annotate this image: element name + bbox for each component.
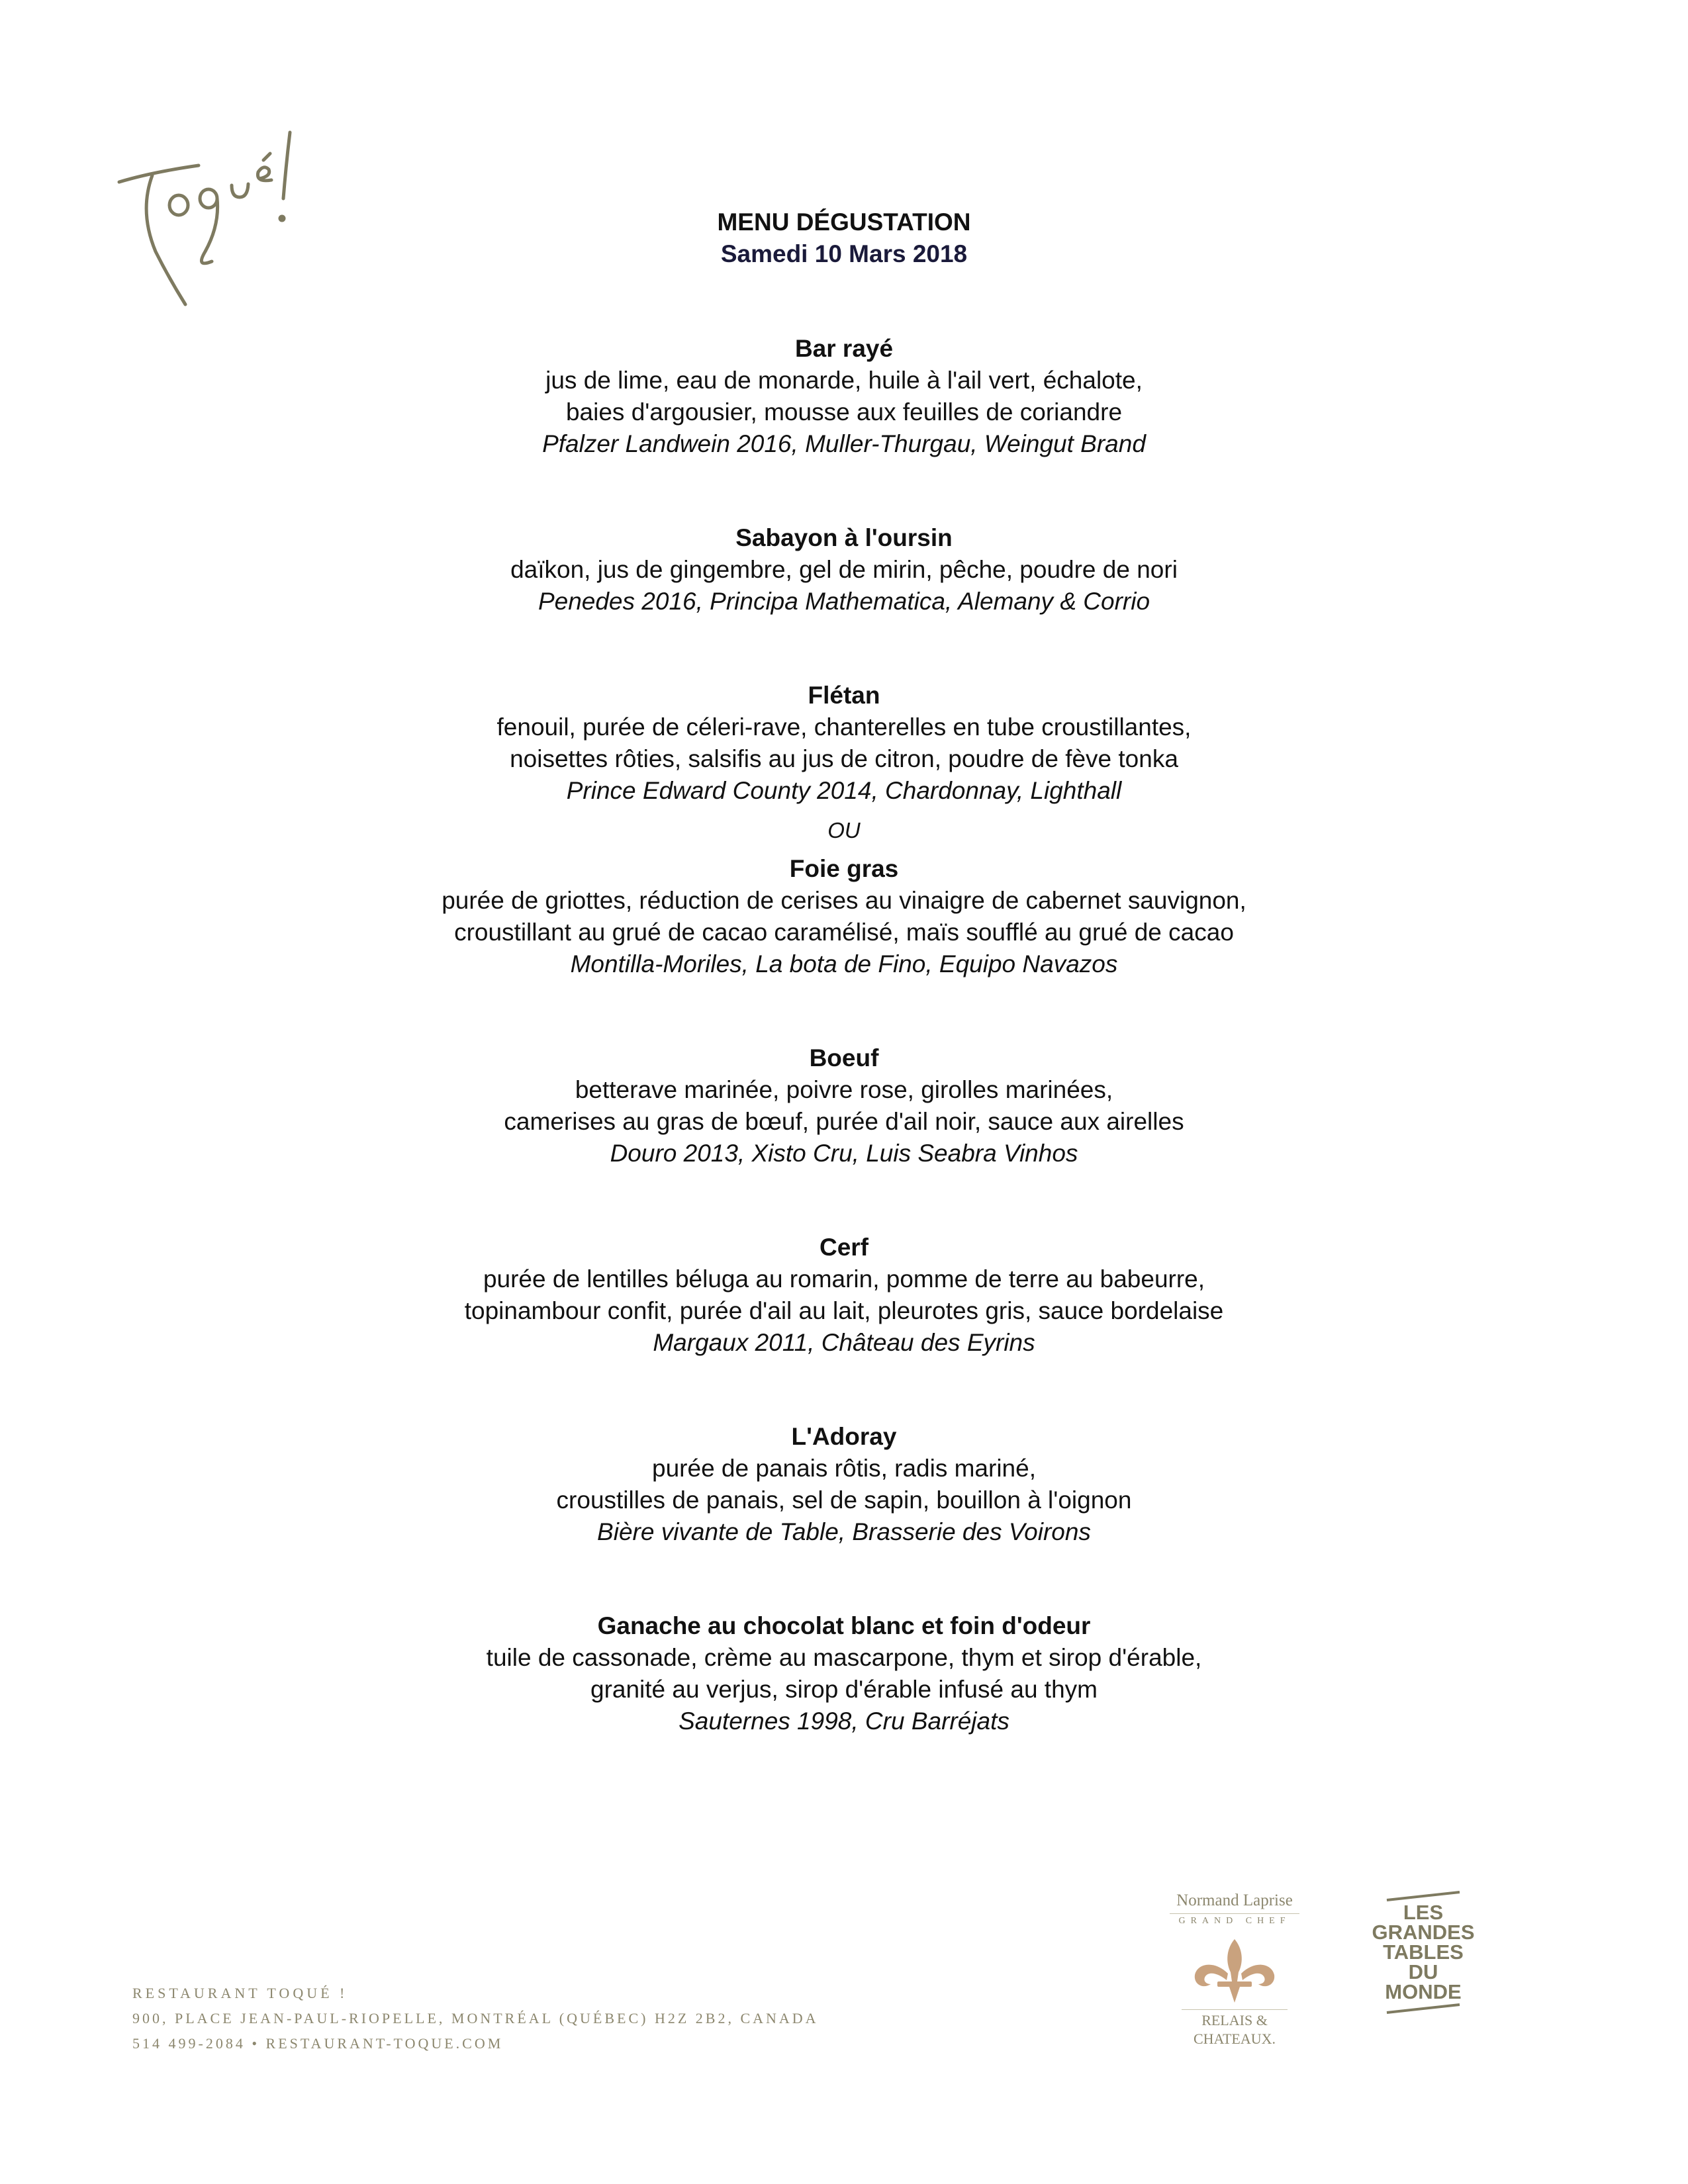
course-description: purée de lentilles béluga au romarin, pomme de terre au babeurre, [483,1265,1205,1293]
badge-divider [1182,2009,1288,2010]
relais-line-2: CHATEAUX. [1193,2030,1276,2047]
wine-pairing: Montilla-Moriles, La bota de Fino, Equipo Navazos [570,950,1118,978]
chef-title: GRAND CHEF [1170,1913,1299,1929]
street-address: 900, PLACE JEAN-PAUL-RIOPELLE, MONTRÉAL (QUÉBEC) H2Z 2B2, CANADA [132,2010,819,2026]
course-sabayon [0,522,1688,617]
wine-pairing: Prince Edward County 2014, Chardonnay, Lighthall [566,777,1122,804]
fleur-de-lis-icon [1188,1934,1281,2007]
course-name: L'Adoray [791,1423,897,1450]
footer-address [132,1981,819,2056]
course-boeuf [0,1042,1688,1169]
course-description: croustillant au grué de cacao caramélisé, maïs soufflé au grué de cacao [454,919,1234,946]
course-cerf [0,1232,1688,1359]
course-name: Foie gras [789,855,899,882]
relais-chateaux-badge [1162,1889,1307,2047]
lgtm-word: LES [1403,1901,1444,1924]
course-name: Boeuf [809,1044,879,1071]
grandes-tables-badge [1360,1889,1486,2015]
lgtm-word: TABLES [1383,1940,1464,1964]
course-foie-gras [0,853,1688,980]
course-name: Bar rayé [794,335,894,362]
course-ganache [0,1610,1688,1737]
restaurant-name: RESTAURANT TOQUÉ ! [132,1985,348,2001]
contact-info: 514 499-2084 • RESTAURANT-TOQUE.COM [132,2035,504,2052]
course-description: camerises au gras de bœuf, purée d'ail noir, sauce aux airelles [504,1108,1184,1135]
course-fletan [0,680,1688,807]
course-description: noisettes rôties, salsifis au jus de citron, poudre de fève tonka [510,745,1178,772]
wine-pairing: Penedes 2016, Principa Mathematica, Alemany & Corrio [538,588,1150,615]
or-separator: OU [827,818,861,842]
wine-pairing: Douro 2013, Xisto Cru, Luis Seabra Vinhos [610,1140,1078,1167]
course-adoray [0,1421,1688,1548]
course-description: purée de griottes, réduction de cerises au vinaigre de cabernet sauvignon, [442,887,1246,914]
course-description: granité au verjus, sirop d'érable infusé au thym [590,1676,1098,1703]
relais-line-1: RELAIS & [1201,2012,1268,2028]
chef-name: Normand Laprise [1176,1891,1293,1909]
course-description: tuile de cassonade, crème au mascarpone, thym et sirop d'érable, [486,1644,1202,1671]
course-bar-raye [0,333,1688,460]
wine-pairing: Margaux 2011, Château des Eyrins [653,1329,1035,1356]
course-description: daïkon, jus de gingembre, gel de mirin, pêche, poudre de nori [510,556,1178,583]
lgtm-word: DU [1408,1960,1438,1983]
course-description: topinambour confit, purée d'ail au lait, pleurotes gris, sauce bordelaise [464,1297,1224,1324]
course-name: Sabayon à l'oursin [735,524,953,551]
wine-pairing: Sauternes 1998, Cru Barréjats [679,1707,1009,1735]
course-name: Flétan [808,682,880,709]
course-description: purée de panais rôtis, radis mariné, [652,1455,1036,1482]
course-description: betterave marinée, poivre rose, girolles marinées, [575,1076,1113,1103]
course-description: jus de lime, eau de monarde, huile à l'ail vert, échalote, [545,367,1143,394]
course-name: Ganache au chocolat blanc et foin d'odeur [597,1612,1091,1639]
course-description: croustilles de panais, sel de sapin, bouillon à l'oignon [556,1486,1132,1514]
menu-date: Samedi 10 Mars 2018 [720,240,968,267]
badge-bottom-rule [1360,2002,1486,2015]
course-description: baies d'argousier, mousse aux feuilles de coriandre [565,398,1123,426]
lgtm-word: MONDE [1385,1980,1462,2003]
wine-pairing: Bière vivante de Table, Brasserie des Voirons [597,1518,1091,1545]
menu [0,206,1688,1737]
logo-text: Toqué! [113,119,115,120]
course-description: fenouil, purée de céleri-rave, chanterelles en tube croustillantes, [496,713,1192,741]
course-name: Cerf [819,1234,869,1261]
wine-pairing: Pfalzer Landwein 2016, Muller-Thurgau, Weingut Brand [542,430,1146,457]
lgtm-word: GRANDES [1372,1921,1475,1944]
menu-title: MENU DÉGUSTATION [717,208,971,236]
